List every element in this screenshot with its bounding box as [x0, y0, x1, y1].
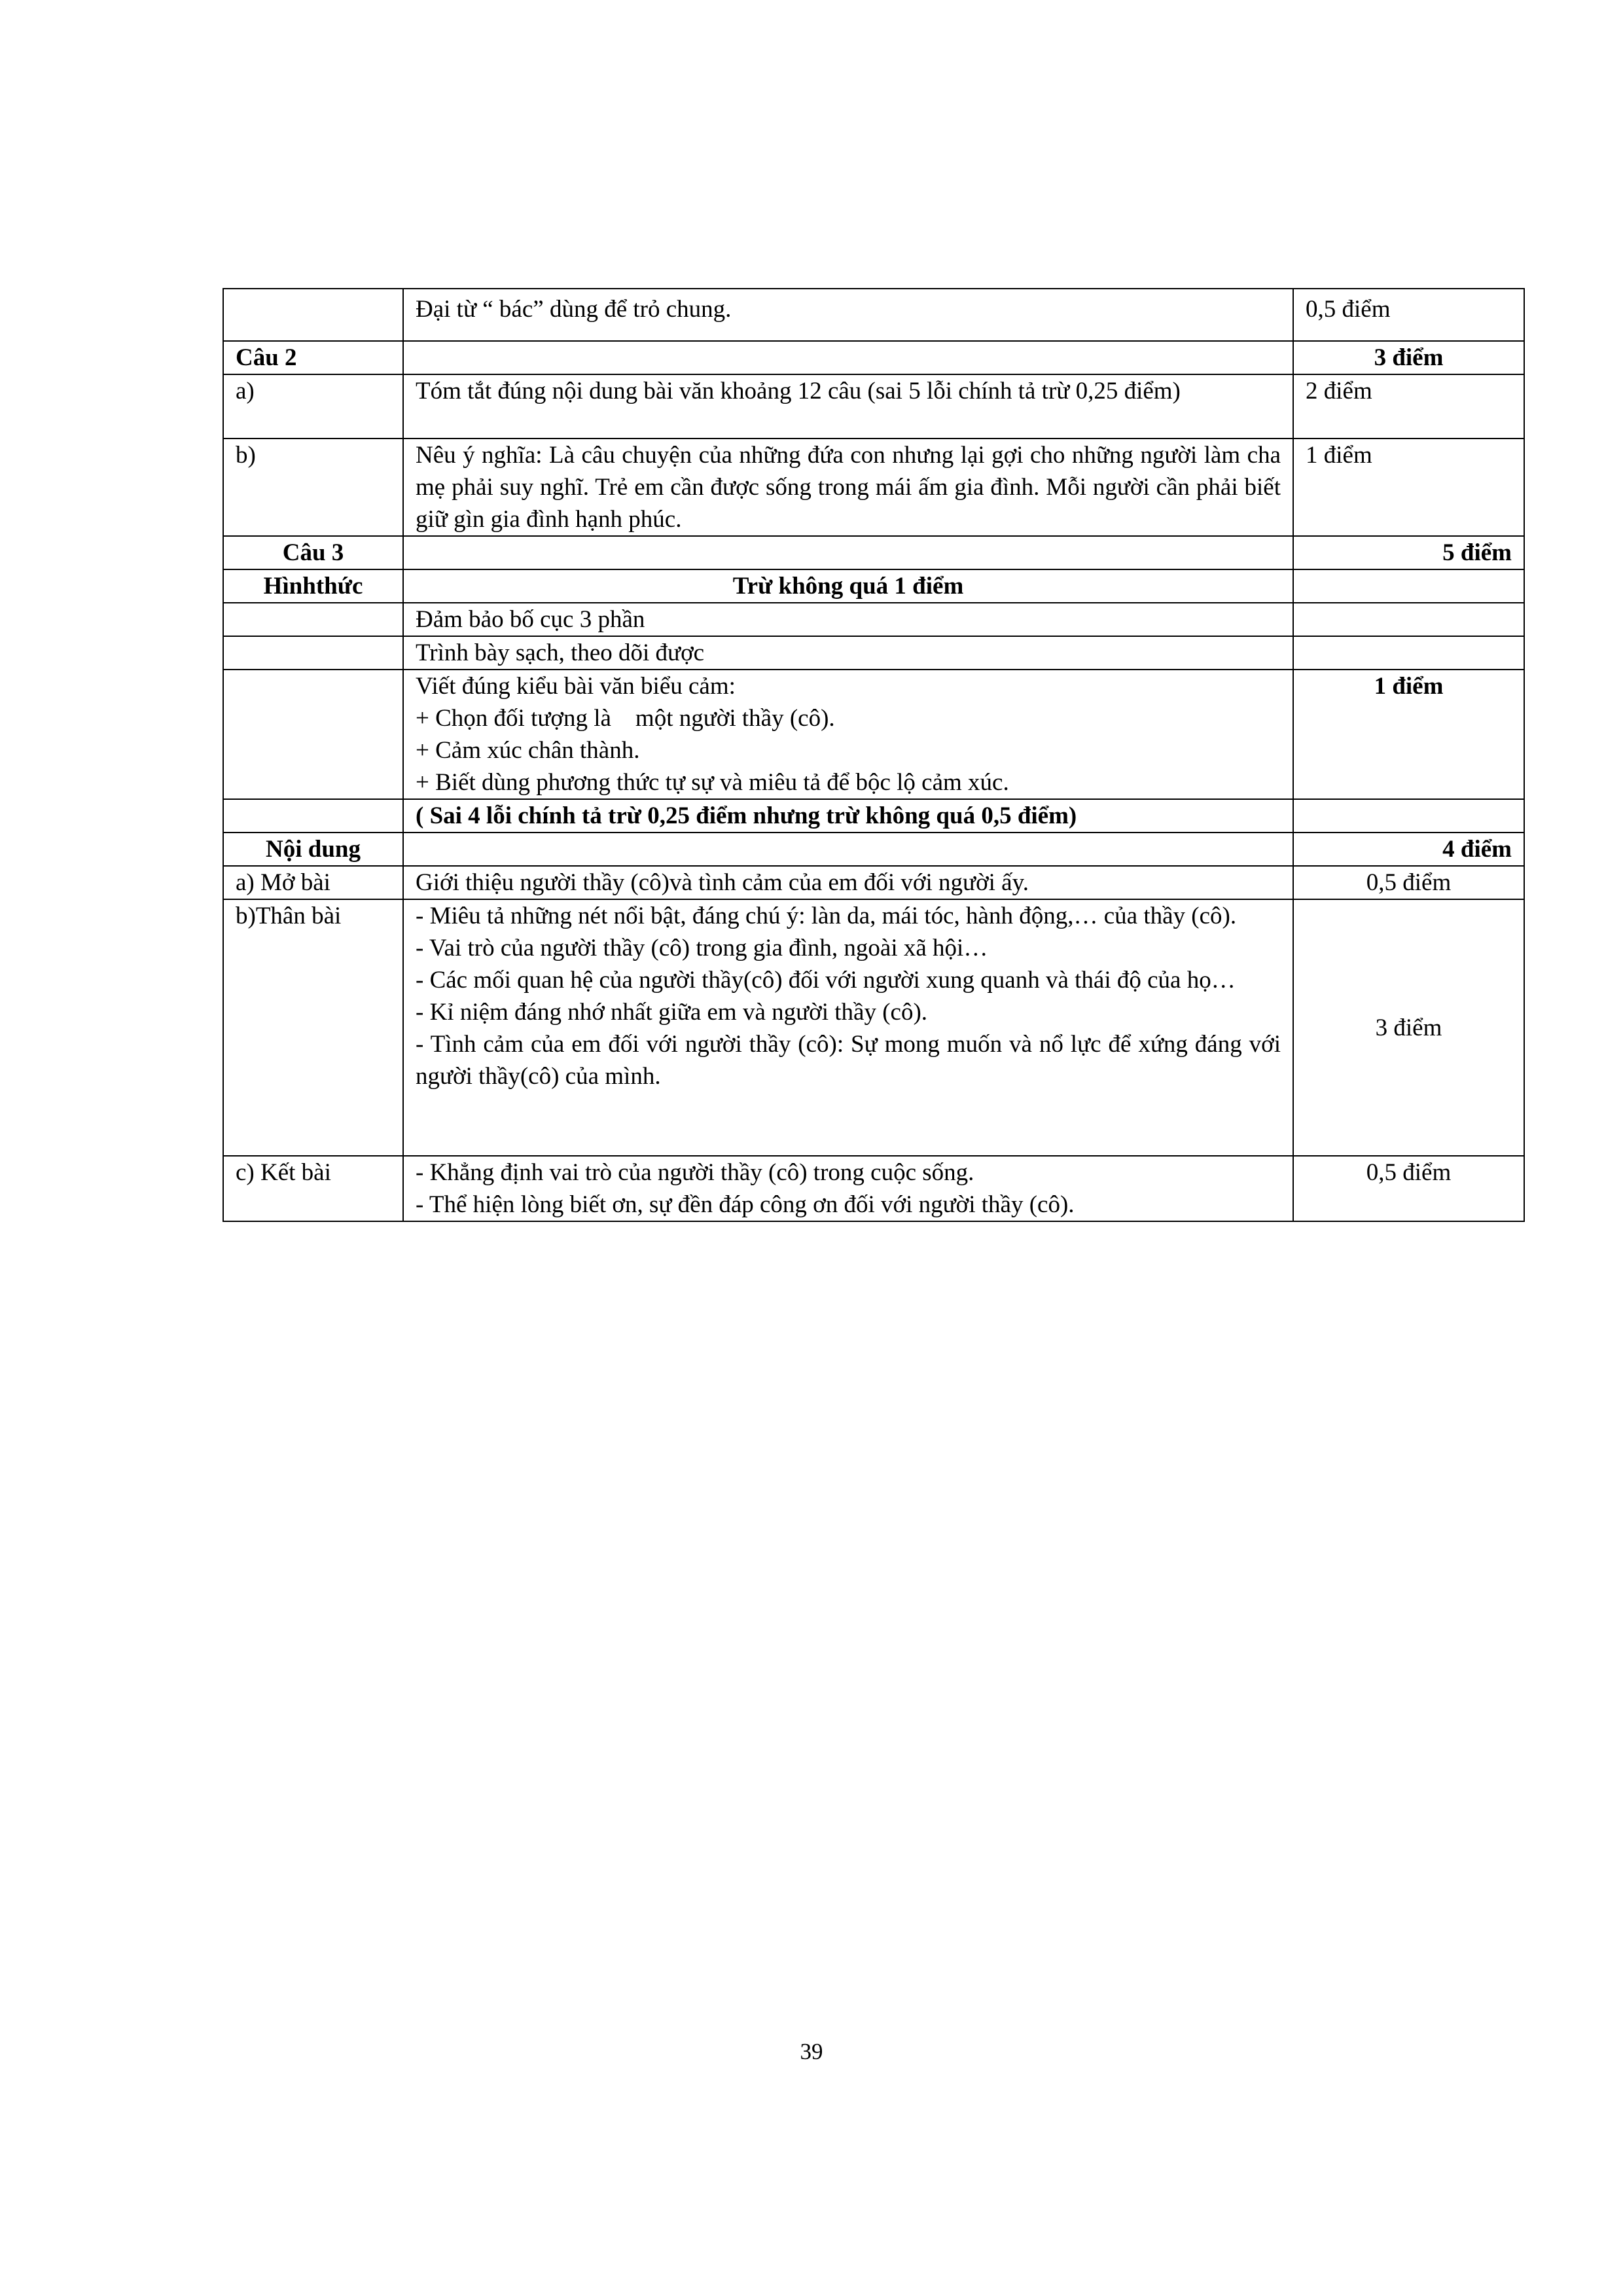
table-row [223, 899, 1524, 1156]
table-row [223, 636, 1524, 670]
content-line: - Khẳng định vai trò của người thầy (cô) trong cuộc sống. [416, 1159, 974, 1186]
content-line: - Miêu tả những nét nổi bật, đáng chú ý: làn da, mái tóc, hành động,… của thầy (cô). [416, 903, 1237, 929]
cell-content [403, 341, 1293, 374]
table-row [223, 799, 1524, 833]
page-number: 39 [800, 2039, 823, 2064]
content-line: - Các mối quan hệ của người thầy(cô) đối với người xung quanh và thái độ của họ… [416, 967, 1236, 994]
cell-content [403, 536, 1293, 569]
cell-score [1293, 569, 1524, 603]
table-row [223, 866, 1524, 899]
content-line: - Vai trò của người thầy (cô) trong gia đình, ngoài xã hội… [416, 935, 988, 961]
cell-label: Câu 2 [223, 341, 403, 374]
table-row [223, 289, 1524, 341]
cell-label: Câu 3 [223, 536, 403, 569]
cell-content: Đại từ “ bác” dùng để trỏ chung. [403, 289, 1293, 341]
content-line: - Thể hiện lòng biết ơn, sự đền đáp công ơn đối với người thầy (cô). [416, 1191, 1075, 1218]
table-row [223, 536, 1524, 569]
cell-label: Hìnhthức [223, 569, 403, 603]
cell-score [1293, 636, 1524, 670]
cell-score: 0,5 điểm [1293, 1156, 1524, 1221]
cell-label [223, 636, 403, 670]
table-row [223, 670, 1524, 799]
content-line: Viết đúng kiểu bài văn biểu cảm: [416, 673, 736, 700]
cell-score: 5 điểm [1293, 536, 1524, 569]
cell-label: a) Mở bài [223, 866, 403, 899]
table-row [223, 569, 1524, 603]
cell-score: 3 điểm [1293, 899, 1524, 1156]
cell-content [403, 1156, 1293, 1221]
cell-label [223, 670, 403, 799]
cell-content [403, 899, 1293, 1156]
cell-content [403, 833, 1293, 866]
cell-content: Giới thiệu người thầy (cô)và tình cảm của em đối với người ấy. [403, 866, 1293, 899]
cell-score: 3 điểm [1293, 341, 1524, 374]
cell-score [1293, 799, 1524, 833]
cell-label: b) [223, 439, 403, 536]
cell-content: ( Sai 4 lỗi chính tả trừ 0,25 điểm nhưng trừ không quá 0,5 điểm) [403, 799, 1293, 833]
cell-score: 0,5 điểm [1293, 289, 1524, 341]
cell-content: Đảm bảo bố cục 3 phần [403, 603, 1293, 636]
cell-label [223, 603, 403, 636]
table-row [223, 603, 1524, 636]
cell-score: 4 điểm [1293, 833, 1524, 866]
cell-score [1293, 603, 1524, 636]
cell-label: b)Thân bài [223, 899, 403, 1156]
cell-label: a) [223, 374, 403, 439]
cell-content: Trừ không quá 1 điểm [403, 569, 1293, 603]
cell-score: 2 điểm [1293, 374, 1524, 439]
content-line: + Biết dùng phương thức tự sự và miêu tả để bộc lộ cảm xúc. [416, 769, 1009, 796]
cell-score: 0,5 điểm [1293, 866, 1524, 899]
cell-content: Trình bày sạch, theo dõi được [403, 636, 1293, 670]
table-row [223, 1156, 1524, 1221]
content-line: - Kỉ niệm đáng nhớ nhất giữa em và người thầy (cô). [416, 999, 928, 1026]
table-row [223, 833, 1524, 866]
cell-content [403, 670, 1293, 799]
cell-score: 1 điểm [1293, 670, 1524, 799]
table-row [223, 439, 1524, 536]
cell-score: 1 điểm [1293, 439, 1524, 536]
cell-label [223, 799, 403, 833]
content-line: - Tình cảm của em đối với người thầy (cô): Sự mong muốn và nổ lực để xứng đáng với người thầy(cô) của mình. [416, 1031, 1281, 1090]
content-line: + Chọn đối tượng là một người thầy (cô). [416, 705, 835, 732]
content-line: + Cảm xúc chân thành. [416, 737, 640, 764]
cell-content: Nêu ý nghĩa: Là câu chuyện của những đứa con nhưng lại gợi cho những người làm cha mẹ phải suy nghĩ. Trẻ em cần được sống trong mái ấm gia đình. Mỗi người cần phải biết giữ gìn gia đình hạnh phúc. [403, 439, 1293, 536]
cell-label: c) Kết bài [223, 1156, 403, 1221]
cell-label [223, 289, 403, 341]
table-row [223, 374, 1524, 439]
cell-label: Nội dung [223, 833, 403, 866]
cell-content: Tóm tắt đúng nội dung bài văn khoảng 12 câu (sai 5 lỗi chính tả trừ 0,25 điểm) [403, 374, 1293, 439]
table-row [223, 341, 1524, 374]
scoring-table [223, 288, 1525, 1222]
